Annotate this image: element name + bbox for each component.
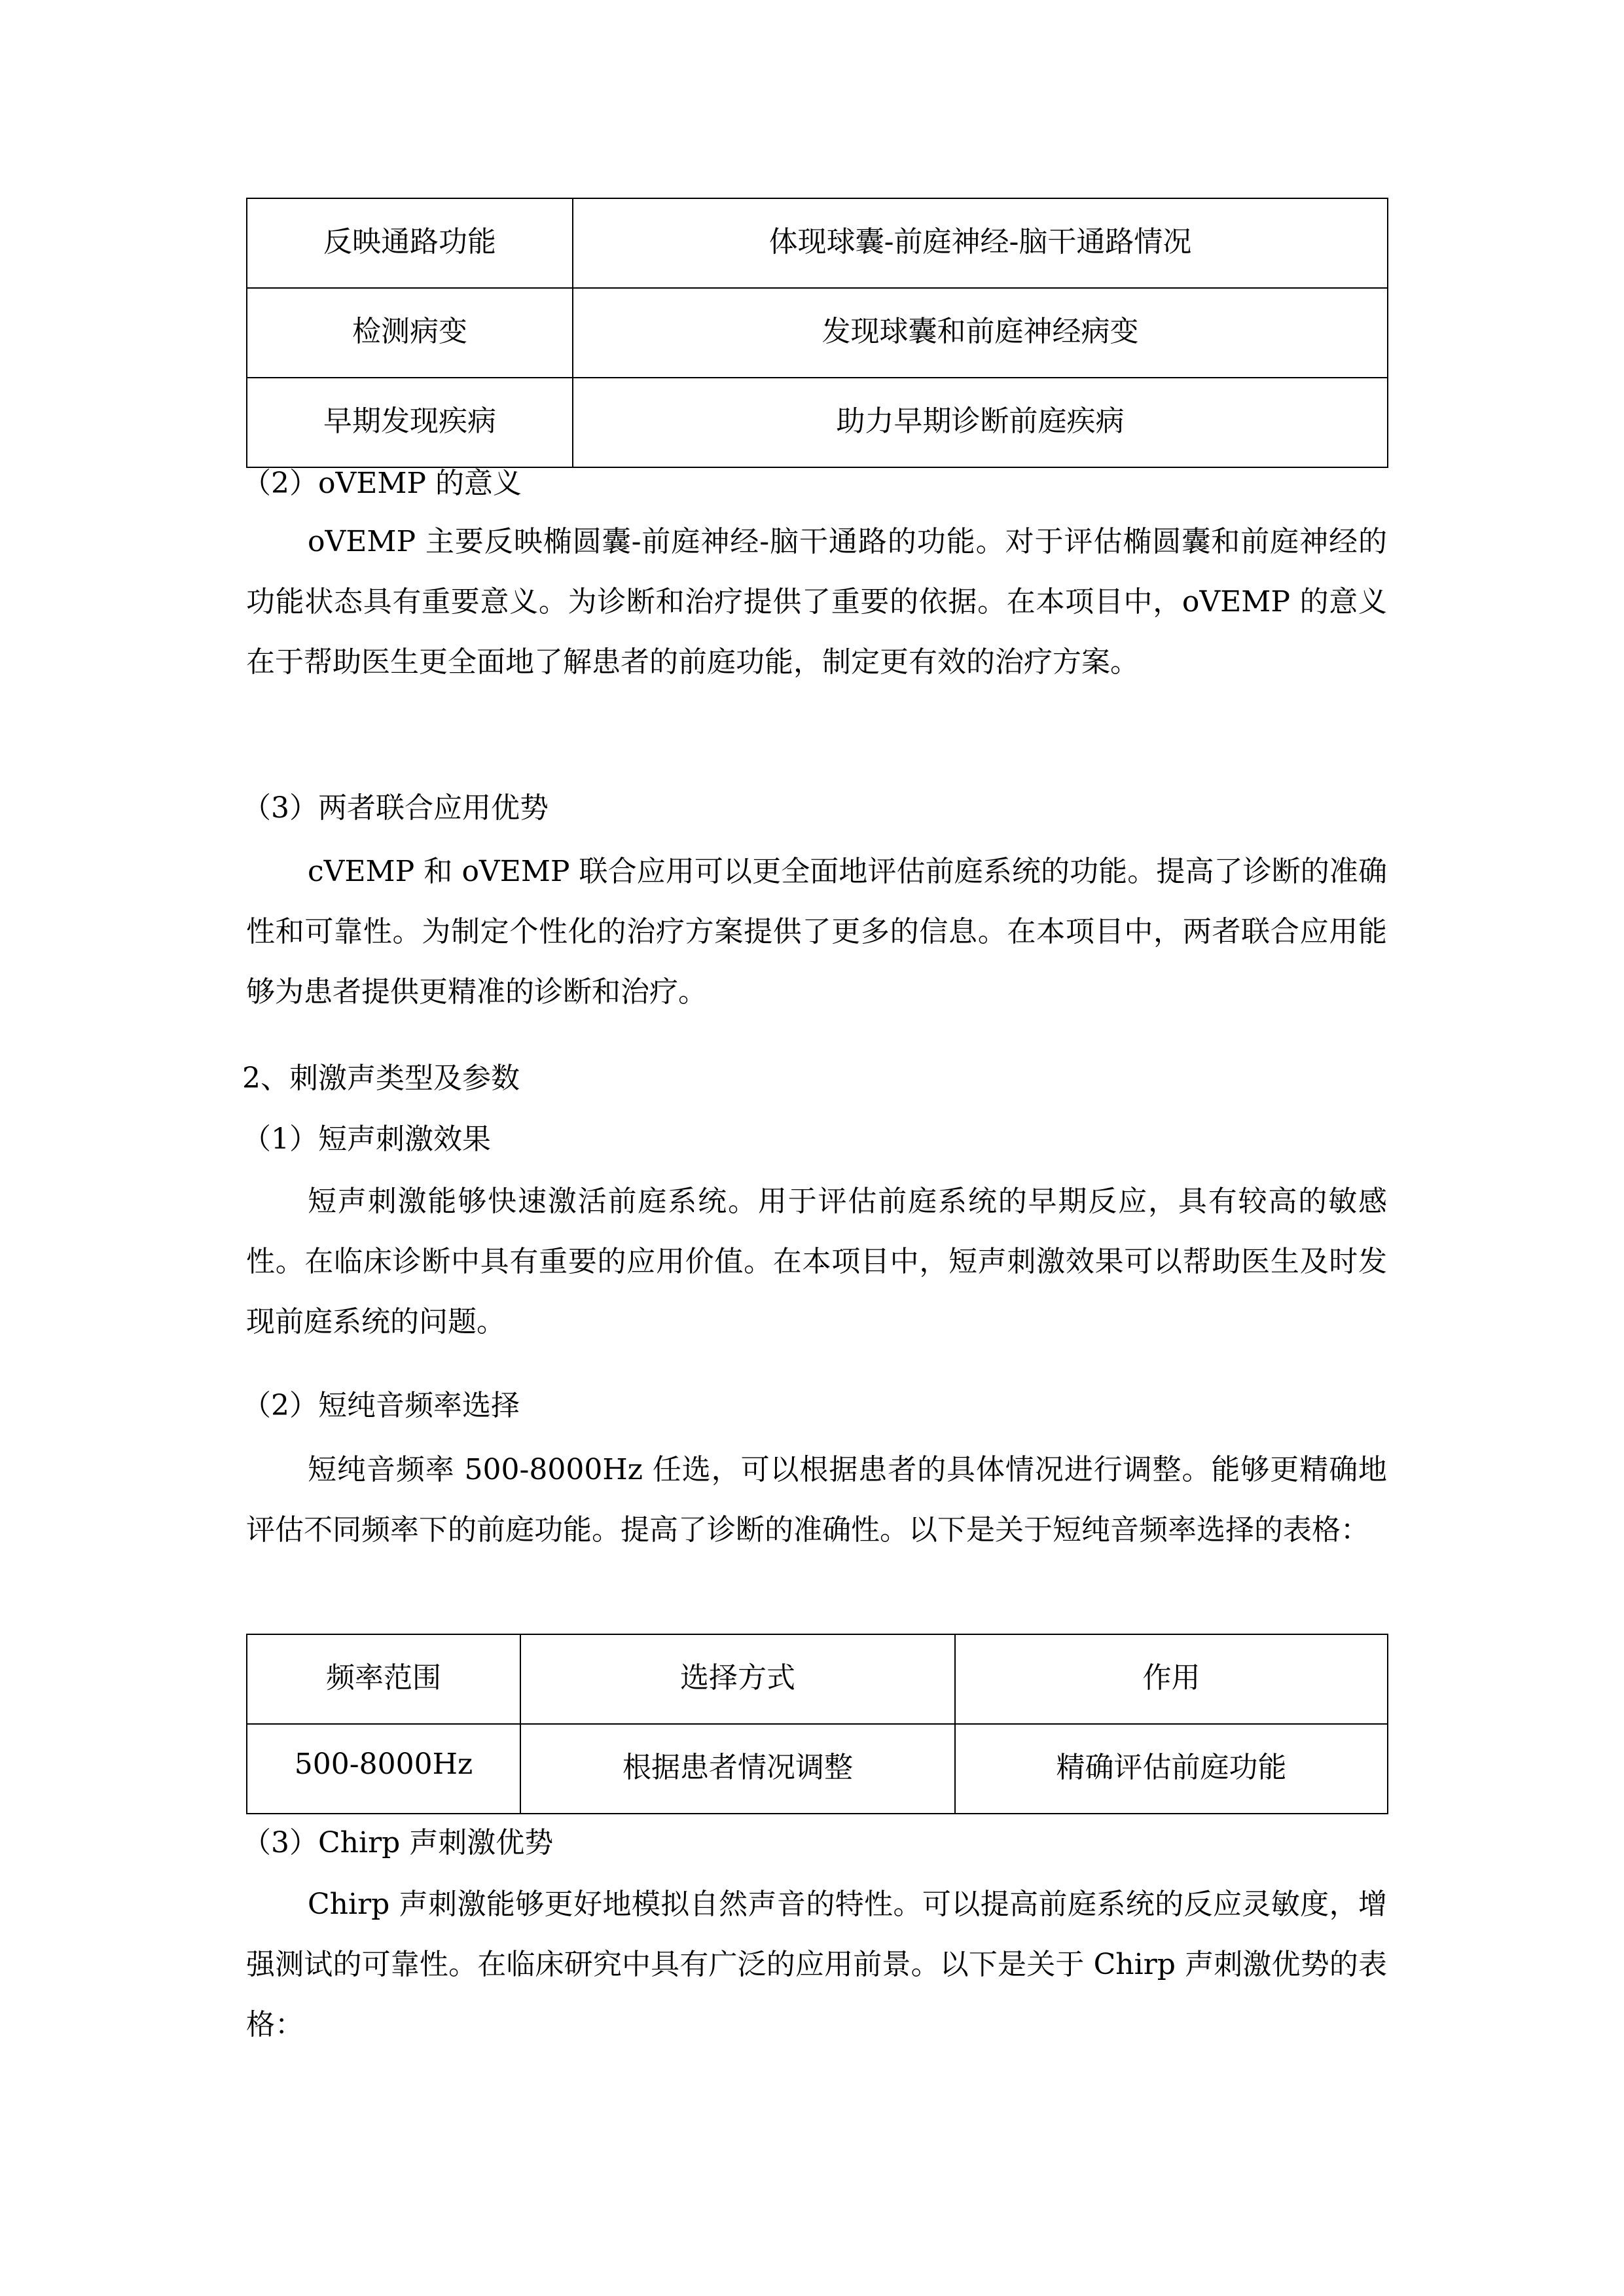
table-cell: 反映通路功能 [247, 198, 573, 288]
table-cell: 助力早期诊断前庭疾病 [573, 378, 1388, 467]
table-cell: 精确评估前庭功能 [955, 1724, 1388, 1814]
table-cell: 早期发现疾病 [247, 378, 573, 467]
chirp-paragraph: Chirp 声刺激能够更好地模拟自然声音的特性。可以提高前庭系统的反应灵敏度，增强测试的可靠性。在临床研究中具有广泛的应用前景。以下是关于 Chirp 声刺激优势的表格： [246, 1888, 1387, 2041]
combined-heading: （3）两者联合应用优势 [242, 791, 549, 825]
frequency-selection-table [246, 1634, 1388, 1814]
table-row [247, 198, 1388, 288]
stimulus-section-heading: 2、刺激声类型及参数 [242, 1062, 520, 1095]
vemp-significance-table [246, 198, 1388, 468]
table-header-row [247, 1634, 1388, 1724]
table-header-cell: 选择方式 [520, 1634, 955, 1724]
table-cell: 根据患者情况调整 [520, 1724, 955, 1814]
tone-frequency-paragraph: 短纯音频率 500-8000Hz 任选，可以根据患者的具体情况进行调整。能够更精确地评估不同频率下的前庭功能。提高了诊断的准确性。以下是关于短纯音频率选择的表格： [246, 1453, 1387, 1547]
tone-frequency-heading: （2）短纯音频率选择 [242, 1389, 520, 1422]
table-cell: 检测病变 [247, 288, 573, 378]
short-sound-paragraph: 短声刺激能够快速激活前庭系统。用于评估前庭系统的早期反应，具有较高的敏感性。在临床诊断中具有重要的应用价值。在本项目中，短声刺激效果可以帮助医生及时发现前庭系统的问题。 [246, 1185, 1387, 1338]
table-header-cell: 作用 [955, 1634, 1388, 1724]
chirp-heading: （3）Chirp 声刺激优势 [242, 1826, 554, 1859]
table-cell: 体现球囊-前庭神经-脑干通路情况 [573, 198, 1388, 288]
table-cell: 500-8000Hz [247, 1724, 520, 1814]
table-header-cell: 频率范围 [247, 1634, 520, 1724]
combined-paragraph: cVEMP 和 oVEMP 联合应用可以更全面地评估前庭系统的功能。提高了诊断的准确性和可靠性。为制定个性化的治疗方案提供了更多的信息。在本项目中，两者联合应用能够为患者提供更精准的诊断和治疗。 [246, 855, 1387, 1009]
ovemp-paragraph: oVEMP 主要反映椭圆囊-前庭神经-脑干通路的功能。对于评估椭圆囊和前庭神经的功能状态具有重要意义。为诊断和治疗提供了重要的依据。在本项目中，oVEMP 的意义在于帮助医生更全面地了解患者的前庭功能，制定更有效的治疗方案。 [246, 525, 1387, 679]
ovemp-heading: （2）oVEMP 的意义 [242, 467, 522, 500]
short-sound-heading: （1）短声刺激效果 [242, 1122, 491, 1156]
table-row [247, 1724, 1388, 1814]
table-cell: 发现球囊和前庭神经病变 [573, 288, 1388, 378]
table-row [247, 378, 1388, 467]
table-row [247, 288, 1388, 378]
